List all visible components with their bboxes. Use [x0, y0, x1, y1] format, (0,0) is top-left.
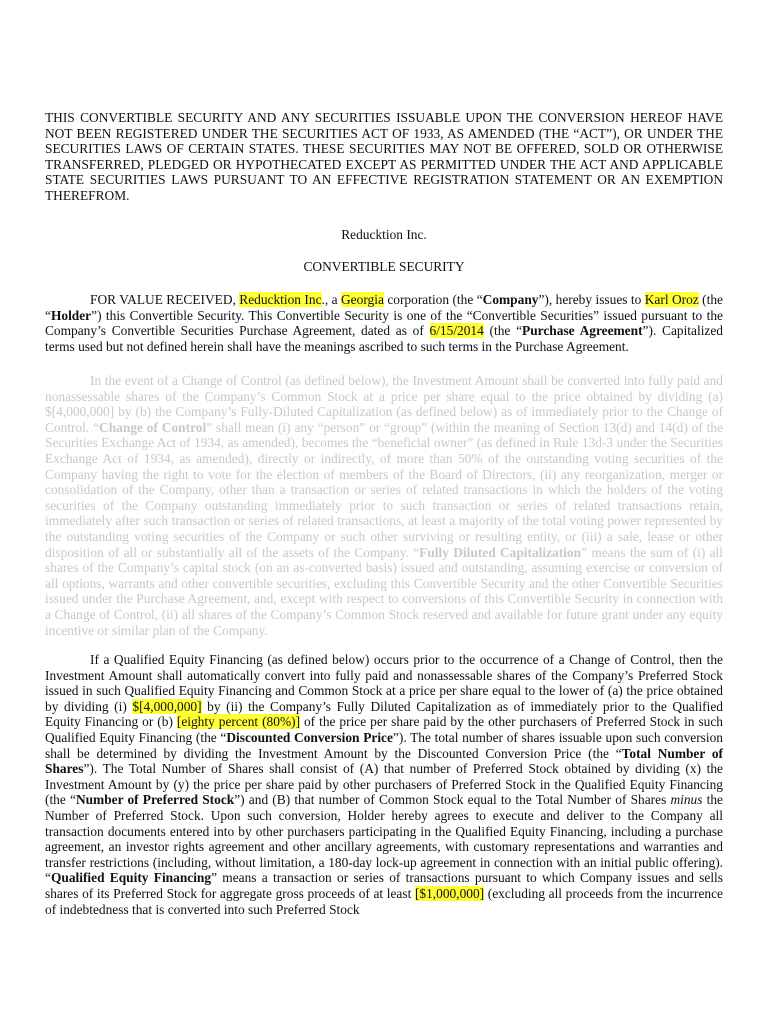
- intro-paragraph: FOR VALUE RECEIVED, Reducktion Inc., a Georgia corporation (the “Company”), hereby issues to Karl Oroz (the “Holder”) this Convertible Security. This Convertible Security is one of the “Convertible Securities” issued pursuant to the Company’s Convertible Securities Purchase Agreement, dated as of 6/15/2014 (the “Purchase Agreement”). Capitalized terms used but not defined herein shall have the meanings ascribed to such terms in the Purchase Agreement.: [45, 292, 723, 354]
- defined-term: Holder: [50, 307, 92, 323]
- securities-legend: THIS CONVERTIBLE SECURITY AND ANY SECURITIES ISSUABLE UPON THE CONVERSION HEREOF HAVE NOT BEEN REGISTERED UNDER THE SECURITIES ACT OF 1933, AS AMENDED (THE “ACT”), OR UNDER THE SECURITIES LAWS OF CERTAIN STATES. THESE SECURITIES MAY NOT BE OFFERED, SOLD OR OTHERWISE TRANSFERRED, PLEDGED OR HYPOTHECATED EXCEPT AS PERMITTED UNDER THE ACT AND APPLICABLE STATE SECURITIES LAWS PURSUANT TO AN EFFECTIVE REGISTRATION STATEMENT OR AN EXEMPTION THEREFROM.: [45, 110, 723, 203]
- document-title: CONVERTIBLE SECURITY: [303, 259, 465, 274]
- holder-name-highlight: Karl Oroz: [644, 292, 699, 307]
- defined-term: Change of Control: [99, 419, 207, 435]
- defined-term: Company: [482, 292, 539, 307]
- defined-term: Discounted Conversion Price: [226, 729, 393, 745]
- company-name-highlight: Reducktion Inc: [239, 292, 322, 307]
- discount-highlight: [eighty percent (80%)]: [176, 714, 301, 730]
- company-heading: Reducktion Inc.: [341, 227, 427, 242]
- defined-term: Number of Preferred Stock: [75, 792, 235, 808]
- amount-highlight: $[4,000,000]: [132, 698, 202, 714]
- italic-term: minus: [670, 792, 703, 808]
- state-highlight: Georgia: [341, 292, 384, 307]
- defined-term: Total Number of Shares: [45, 745, 723, 777]
- defined-term: Fully Diluted Capitalization: [419, 544, 582, 560]
- change-of-control-paragraph: In the event of a Change of Control (as defined below), the Investment Amount shall be converted into fully paid and nonassessable shares of the Company’s Common Stock at a price per share equal to the price obtained by dividing (a) $[4,000,000] by (b) the Company’s Fully-Diluted Capitalization (as defined below) as of immediately prior to the Change of Control. “Change of Control” shall mean (i) any “person” or “group” (within the meaning of Section 13(d) and 14(d) of the Securities Exchange Act of 1934, as amended), becomes the “beneficial owner” (as defined in Rule 13d-3 under the Securities Exchange Act of 1934, as amended), directly or indirectly, of more than 50% of the outstanding voting securities of the Company having the right to vote for the election of members of the Board of Directors, (ii) any reorganization, merger or consolidation of the Company, other than a transaction or series of related transactions in which the holders of the voting securities of the Company outstanding immediately prior to such transaction or series of related transactions retain, immediately after such transaction or series of related transactions, at least a majority of the total voting power represented by the outstanding voting securities of the Company or such other surviving or resulting entity, or (iii) a sale, lease or other disposition of all or substantially all of the assets of the Company. “Fully Diluted Capitalization” means the sum of (i) all shares of the Company’s capital stock (on an as-converted basis) issued and outstanding, assuming exercise or conversion of all options, warrants and other convertible securities, excluding this Convertible Security and the other Convertible Securities issued under the Purchase Agreement, and, except with respect to conversions of this Convertible Security in connection with a Change of Control, (ii) all shares of the Company’s Common Stock reserved and available for future grant under any equity incentive or similar plan of the Company.: [45, 373, 723, 638]
- qualified-financing-paragraph: If a Qualified Equity Financing (as defined below) occurs prior to the occurrence of a Change of Control, then the Investment Amount shall automatically convert into fully paid and nonassessable shares of the Company’s Preferred Stock issued in such Qualified Equity Financing and Common Stock at a price per share equal to the lower of (a) the price obtained by dividing (i) $[4,000,000] by (ii) the Company’s Fully Diluted Capitalization as of immediately prior to the Qualified Equity Financing or (b) [eighty percent (80%)] of the price per share paid by the other purchasers of Preferred Stock in such Qualified Equity Financing (the “Discounted Conversion Price”). The total number of shares issuable upon such conversion shall be determined by dividing the Investment Amount by the Discounted Conversion Price (the “Total Number of Shares”). The Total Number of Shares shall consist of (A) that number of Preferred Stock obtained by dividing (x) the Investment Amount by (y) the price per share paid by other purchasers of Preferred Stock in the Qualified Equity Financing (the “Number of Preferred Stock”) and (B) that number of Common Stock equal to the Total Number of Shares minus the Number of Preferred Stock. Upon such conversion, Holder hereby agrees to execute and deliver to the Company all transaction documents entered into by other purchasers participating in the Qualified Equity Financing, including a purchase agreement, an investor rights agreement and other ancillary agreements, with customary representations and warranties and transfer restrictions (including, without limitation, a 180-day lock-up agreement in connection with an initial public offering). “Qualified Equity Financing” means a transaction or series of transactions pursuant to which Company issues and sells shares of its Preferred Stock for aggregate gross proceeds of at least [$1,000,000] (excluding all proceeds from the incurrence of indebtedness that is converted into such Preferred Stock: [45, 652, 724, 917]
- defined-term: Purchase Agreement: [522, 323, 643, 339]
- date-highlight: 6/15/2014: [429, 323, 484, 339]
- min-amount-highlight: [$1,000,000]: [414, 885, 485, 901]
- defined-term: Qualified Equity Financing: [50, 870, 212, 886]
